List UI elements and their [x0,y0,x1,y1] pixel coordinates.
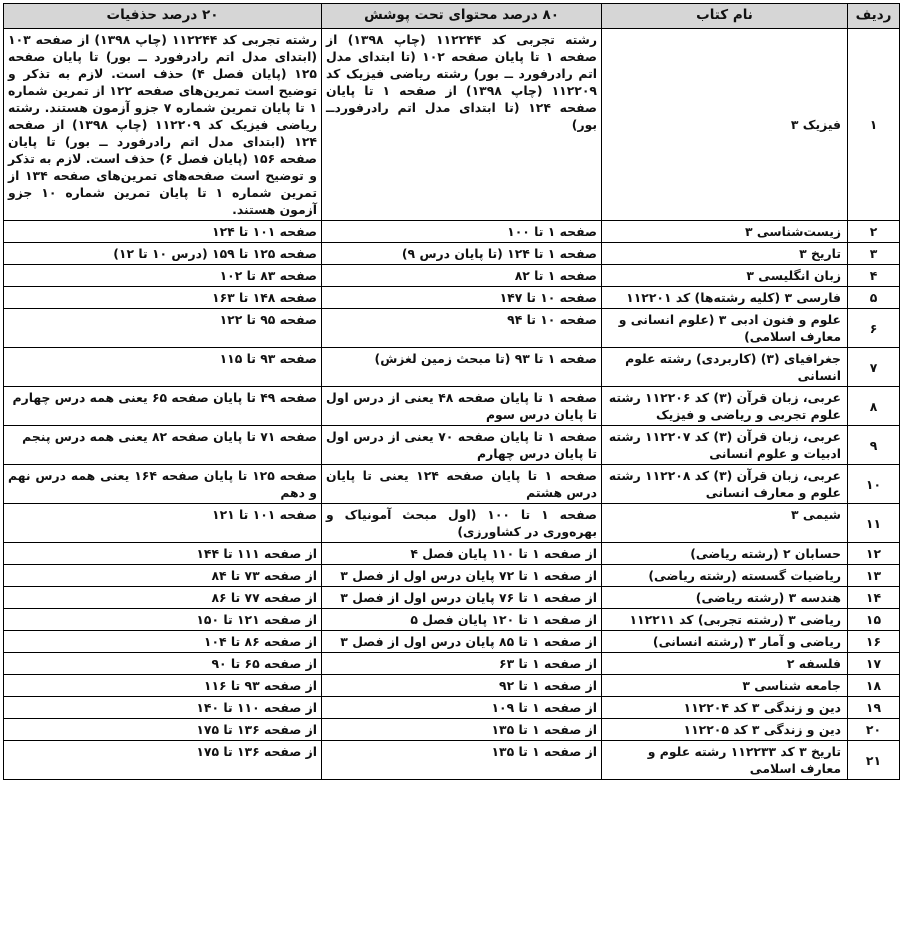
table-row [4,565,900,587]
row-number: ۱۱ [848,504,900,543]
covered-content: از صفحه ۱ تا ۱۰۹ [322,697,602,719]
covered-content: از صفحه ۱ تا ۱۲۰ پایان فصل ۵ [322,609,602,631]
covered-content: از صفحه ۱ تا ۶۳ [322,653,602,675]
book-name: تاریخ ۳ [602,243,848,265]
row-number: ۱۲ [848,543,900,565]
removed-content: رشته تجربی کد ۱۱۲۲۴۴ (چاپ ۱۳۹۸) از صفحه ۱۰۳ (ابتدای مدل اتم رادرفورد ــ بور) تا پایان صفحه ۱۲۵ (پایان فصل ۴) حذف است. لازم به تذکر و توضیح است تمرین‌های صفحه ۱۲۲ از تمرین شماره ۱ تا پایان تمرین شماره ۷ جزو آزمون هستند. رشته ریاضی فیزیک کد ۱۱۲۲۰۹ (چاپ ۱۳۹۸) از صفحه ۱۲۴ (ابتدای مدل اتم رادرفورد ــ بور) تا پایان صفحه ۱۵۶ (پایان فصل ۶) حذف است. لازم به تذکر و توضیح است صفحه‌های تمرین‌های صفحه ۱۳۴ از تمرین شماره ۱ تا پایان تمرین شماره ۱۰ جزو آزمون هستند. [4,29,322,221]
removed-content: صفحه ۱۲۵ تا ۱۵۹ (درس ۱۰ تا ۱۲) [4,243,322,265]
table-row [4,741,900,780]
row-number: ۲۰ [848,719,900,741]
covered-content: از صفحه ۱ تا ۷۶ پایان درس اول از فصل ۳ [322,587,602,609]
row-number: ۸ [848,387,900,426]
table-row [4,697,900,719]
removed-content: صفحه ۱۰۱ تا ۱۲۴ [4,221,322,243]
book-name: زبان انگلیسی ۳ [602,265,848,287]
row-number: ۱۳ [848,565,900,587]
book-name: دین و زندگی ۳ کد ۱۱۲۲۰۴ [602,697,848,719]
row-number: ۹ [848,426,900,465]
covered-content: صفحه ۱ تا ۸۲ [322,265,602,287]
covered-content: از صفحه ۱ تا ۱۳۵ [322,719,602,741]
removed-content: صفحه ۷۱ تا پایان صفحه ۸۲ یعنی همه درس پنجم [4,426,322,465]
row-number: ۷ [848,348,900,387]
row-number: ۱۶ [848,631,900,653]
book-name: دین و زندگی ۳ کد ۱۱۲۲۰۵ [602,719,848,741]
covered-content: صفحه ۱۰ تا ۹۴ [322,309,602,348]
book-name: ریاضی ۳ (رشته تجربی) کد ۱۱۲۲۱۱ [602,609,848,631]
table-row [4,609,900,631]
book-name: عربی، زبان قرآن (۳) کد ۱۱۲۲۰۷ رشته ادبیات و علوم انسانی [602,426,848,465]
covered-content: از صفحه ۱ تا ۹۲ [322,675,602,697]
removed-content: از صفحه ۶۵ تا ۹۰ [4,653,322,675]
covered-content: رشته تجربی کد ۱۱۲۲۴۴ (چاپ ۱۳۹۸) از صفحه ۱ تا پایان صفحه ۱۰۲ (تا ابتدای مدل اتم رادرفورد ــ بور) رشته ریاضی فیزیک کد ۱۱۲۲۰۹ (چاپ ۱۳۹۸) از صفحه ۱ تا پایان صفحه ۱۲۴ (تا ابتدای مدل اتم رادرفوردــ بور) [322,29,602,221]
table-row [4,287,900,309]
removed-content: صفحه ۱۰۱ تا ۱۲۱ [4,504,322,543]
removed-content: از صفحه ۱۳۶ تا ۱۷۵ [4,719,322,741]
book-name: جامعه شناسی ۳ [602,675,848,697]
book-name: جغرافیای (۳) (کاربردی) رشته علوم انسانی [602,348,848,387]
table-row [4,653,900,675]
table-row [4,387,900,426]
covered-content: از صفحه ۱ تا ۸۵ پایان درس اول از فصل ۳ [322,631,602,653]
covered-content: صفحه ۱۰ تا ۱۴۷ [322,287,602,309]
book-name: تاریخ ۳ کد ۱۱۲۲۳۳ رشته علوم و معارف اسلامی [602,741,848,780]
row-number: ۱۷ [848,653,900,675]
header-row [4,4,900,29]
covered-content: صفحه ۱ تا ۱۰۰ (اول مبحث آمونیاک و بهره‌وری در کشاورزی) [322,504,602,543]
removed-content: صفحه ۱۲۵ تا پایان صفحه ۱۶۴ یعنی همه درس نهم و دهم [4,465,322,504]
removed-content: از صفحه ۷۳ تا ۸۴ [4,565,322,587]
book-name: فارسی ۳ (کلیه رشته‌ها) کد ۱۱۲۲۰۱ [602,287,848,309]
removed-content: از صفحه ۱۱۰ تا ۱۴۰ [4,697,322,719]
removed-content: از صفحه ۷۷ تا ۸۶ [4,587,322,609]
book-name: فیزیک ۳ [602,29,848,221]
book-name: عربی، زبان قرآن (۳) کد ۱۱۲۲۰۶ رشته علوم تجربی و ریاضی و فیزیک [602,387,848,426]
row-number: ۱۴ [848,587,900,609]
row-number: ۲۱ [848,741,900,780]
table-row [4,504,900,543]
removed-content: از صفحه ۸۶ تا ۱۰۴ [4,631,322,653]
removed-content: از صفحه ۱۲۱ تا ۱۵۰ [4,609,322,631]
row-number: ۱۹ [848,697,900,719]
book-name: هندسه ۳ (رشته ریاضی) [602,587,848,609]
table-row [4,631,900,653]
removed-content: از صفحه ۱۱۱ تا ۱۴۴ [4,543,322,565]
removed-content: صفحه ۹۵ تا ۱۲۲ [4,309,322,348]
removed-content: صفحه ۹۳ تا ۱۱۵ [4,348,322,387]
book-name: فلسفه ۲ [602,653,848,675]
table-row [4,348,900,387]
book-name: ریاضی و آمار ۳ (رشته انسانی) [602,631,848,653]
table-row [4,719,900,741]
table-row [4,543,900,565]
table-row [4,265,900,287]
book-name: علوم و فنون ادبی ۳ (علوم انسانی و معارف اسلامی) [602,309,848,348]
row-number: ۴ [848,265,900,287]
removed-content: صفحه ۴۹ تا پایان صفحه ۶۵ یعنی همه درس چهارم [4,387,322,426]
table-row [4,426,900,465]
removed-content: از صفحه ۱۳۶ تا ۱۷۵ [4,741,322,780]
covered-content: از صفحه ۱ تا ۱۳۵ [322,741,602,780]
syllabus-table [3,3,900,780]
table-row [4,675,900,697]
header-book: نام کتاب [602,4,848,29]
table-row [4,309,900,348]
removed-content: صفحه ۱۴۸ تا ۱۶۳ [4,287,322,309]
row-number: ۱۰ [848,465,900,504]
removed-content: از صفحه ۹۳ تا ۱۱۶ [4,675,322,697]
book-name: حسابان ۲ (رشته ریاضی) [602,543,848,565]
table-row [4,587,900,609]
covered-content: صفحه ۱ تا پایان صفحه ۷۰ یعنی از درس اول تا پایان درس چهارم [322,426,602,465]
row-number: ۱ [848,29,900,221]
book-name: عربی، زبان قرآن (۳) کد ۱۱۲۲۰۸ رشته علوم و معارف انسانی [602,465,848,504]
table-row [4,243,900,265]
book-name: زیست‌شناسی ۳ [602,221,848,243]
row-number: ۵ [848,287,900,309]
row-number: ۱۸ [848,675,900,697]
covered-content: صفحه ۱ تا ۹۳ (تا مبحث زمین لغزش) [322,348,602,387]
table-row [4,221,900,243]
covered-content: صفحه ۱ تا ۱۲۴ (تا پایان درس ۹) [322,243,602,265]
removed-content: صفحه ۸۳ تا ۱۰۲ [4,265,322,287]
book-name: ریاضیات گسسته (رشته ریاضی) [602,565,848,587]
row-number: ۳ [848,243,900,265]
header-removed: ۲۰ درصد حذفیات [4,4,322,29]
covered-content: از صفحه ۱ تا ۷۲ پایان درس اول از فصل ۳ [322,565,602,587]
covered-content: صفحه ۱ تا ۱۰۰ [322,221,602,243]
row-number: ۶ [848,309,900,348]
row-number: ۱۵ [848,609,900,631]
header-radif: ردیف [848,4,900,29]
book-name: شیمی ۳ [602,504,848,543]
table-row [4,29,900,221]
table-row [4,465,900,504]
row-number: ۲ [848,221,900,243]
covered-content: صفحه ۱ تا پایان صفحه ۱۲۴ یعنی تا پایان درس هشتم [322,465,602,504]
covered-content: از صفحه ۱ تا ۱۱۰ پایان فصل ۴ [322,543,602,565]
covered-content: صفحه ۱ تا پایان صفحه ۴۸ یعنی از درس اول تا پایان درس سوم [322,387,602,426]
header-covered: ۸۰ درصد محتوای تحت پوشش [322,4,602,29]
